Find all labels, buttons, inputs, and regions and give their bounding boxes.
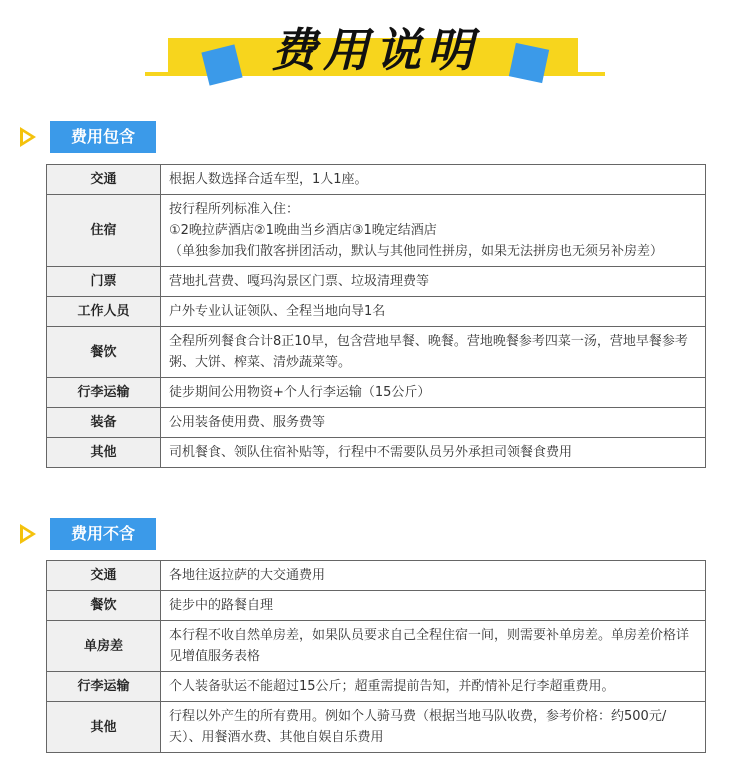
table-row xyxy=(47,195,706,267)
row-value-line: 行程以外产生的所有费用。例如个人骑马费（根据当地马队收费，参考价格：约500元/天）、用餐酒水费、其他自娱自乐费用 xyxy=(169,709,667,745)
row-value xyxy=(161,438,706,468)
row-label: 餐饮 xyxy=(47,327,161,378)
table-row xyxy=(47,165,706,195)
row-value-line: 户外专业认证领队、全程当地向导1名 xyxy=(169,304,386,319)
table-row xyxy=(47,591,706,621)
row-label: 交通 xyxy=(47,165,161,195)
row-value xyxy=(161,378,706,408)
table-row xyxy=(47,438,706,468)
row-value xyxy=(161,165,706,195)
row-value xyxy=(161,267,706,297)
row-value-line: 按行程所列标准入住： xyxy=(169,202,300,217)
row-value xyxy=(161,327,706,378)
row-value-line: （单独参加我们散客拼团活动，默认与其他同性拼房，如果无法拼房也无须另补房差） xyxy=(169,244,664,259)
table-row xyxy=(47,621,706,672)
section-included-label: 费用包含 xyxy=(50,121,156,153)
row-label: 餐饮 xyxy=(47,591,161,621)
title-banner xyxy=(0,0,750,95)
row-label: 行李运输 xyxy=(47,378,161,408)
row-value xyxy=(161,408,706,438)
row-label: 装备 xyxy=(47,408,161,438)
excluded-table xyxy=(46,560,706,753)
row-value xyxy=(161,561,706,591)
row-value xyxy=(161,195,706,267)
row-label: 住宿 xyxy=(47,195,161,267)
row-label: 其他 xyxy=(47,702,161,753)
section-excluded-label: 费用不含 xyxy=(50,518,156,550)
row-value-line: 徒步中的路餐自理 xyxy=(169,598,274,613)
table-row xyxy=(47,378,706,408)
row-value-line: 徒步期间公用物资+个人行李运输（15公斤） xyxy=(169,385,431,400)
arrow-icon-inner xyxy=(23,529,31,539)
row-value-line: 营地扎营费、嘎玛沟景区门票、垃圾清理费等 xyxy=(169,274,430,289)
row-value xyxy=(161,702,706,753)
row-value-line: 全程所列餐食合计8正10早，包含营地早餐、晚餐。营地晚餐参考四菜一汤，营地早餐参考粥、大饼、榨菜、清炒蔬菜等。 xyxy=(169,334,688,370)
row-value xyxy=(161,621,706,672)
table-row xyxy=(47,702,706,753)
row-label: 其他 xyxy=(47,438,161,468)
table-row xyxy=(47,327,706,378)
arrow-icon-inner xyxy=(23,132,31,142)
row-label: 门票 xyxy=(47,267,161,297)
row-value xyxy=(161,297,706,327)
row-label: 交通 xyxy=(47,561,161,591)
row-value-line: ①2晚拉萨酒店②1晚曲当乡酒店③1晚定结酒店 xyxy=(169,223,437,238)
row-value-line: 各地往返拉萨的大交通费用 xyxy=(169,568,326,583)
table-row xyxy=(47,408,706,438)
table-row xyxy=(47,297,706,327)
row-value xyxy=(161,672,706,702)
row-value xyxy=(161,591,706,621)
row-value-line: 本行程不收自然单房差，如果队员要求自己全程住宿一间，则需要补单房差。单房差价格详见增值服务表格 xyxy=(169,628,690,664)
row-value-line: 公用装备使用费、服务费等 xyxy=(169,415,326,430)
page-title: 费用说明 xyxy=(271,23,479,77)
row-label: 行李运输 xyxy=(47,672,161,702)
row-label: 单房差 xyxy=(47,621,161,672)
included-table xyxy=(46,164,706,468)
table-row xyxy=(47,561,706,591)
row-value-line: 个人装备驮运不能超过15公斤；超重需提前告知，并酌情补足行李超重费用。 xyxy=(169,679,615,694)
table-row xyxy=(47,267,706,297)
row-value-line: 根据人数选择合适车型，1人1座。 xyxy=(169,172,368,187)
row-value-line: 司机餐食、领队住宿补贴等，行程中不需要队员另外承担司领餐食费用 xyxy=(169,445,573,460)
row-label: 工作人员 xyxy=(47,297,161,327)
table-row xyxy=(47,672,706,702)
